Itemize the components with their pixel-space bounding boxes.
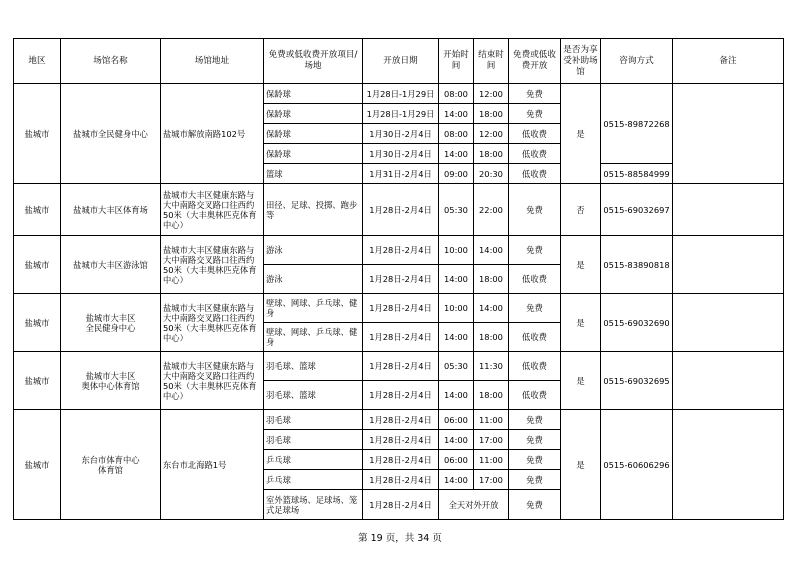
header-row: [14, 39, 784, 84]
header-start: 开始时间: [439, 39, 474, 84]
table-row: [14, 84, 784, 104]
header-venue-name: 场馆名称: [61, 39, 161, 84]
item-cell: 羽毛球、篮球: [264, 381, 363, 410]
start-cell: 08:00: [439, 124, 474, 144]
venue-name-cell: 盐城市大丰区体育场: [61, 184, 161, 236]
start-cell: 05:30: [439, 184, 474, 236]
table-row: [14, 236, 784, 265]
table-row: [14, 410, 784, 430]
fee-cell: 低收费: [509, 124, 561, 144]
end-cell: 20:30: [474, 164, 509, 184]
subsidy-cell: 是: [561, 236, 601, 294]
venue-address-cell: 东台市北海路1号: [161, 410, 264, 520]
start-cell: 08:00: [439, 84, 474, 104]
date-cell: 1月28日-2月4日: [363, 184, 439, 236]
start-cell: 05:30: [439, 352, 474, 381]
fee-cell: 免费: [509, 236, 561, 265]
end-cell: 12:00: [474, 84, 509, 104]
fee-cell: 免费: [509, 430, 561, 450]
end-cell: 18:00: [474, 323, 509, 352]
end-cell: 18:00: [474, 144, 509, 164]
venue-name-line: 体育馆: [98, 464, 123, 475]
contact-cell: 0515-88584999: [601, 164, 673, 184]
venue-name-line: 盐城市大丰区: [85, 370, 136, 381]
header-region: 地区: [14, 39, 61, 84]
venue-name-line: 盐城市大丰区: [85, 312, 136, 323]
notes-cell: [673, 236, 784, 294]
item-cell: 保龄球: [264, 84, 363, 104]
contact-cell: 0515-69032695: [601, 352, 673, 410]
end-cell: 14:00: [474, 294, 509, 323]
header-end: 结束时间: [474, 39, 509, 84]
fee-cell: 低收费: [509, 323, 561, 352]
date-cell: 1月28日-2月4日: [363, 236, 439, 265]
start-cell: 14:00: [439, 470, 474, 490]
contact-cell: 0515-69032697: [601, 184, 673, 236]
date-cell: 1月28日-2月4日: [363, 430, 439, 450]
notes-cell: [673, 294, 784, 352]
header-subsidy: 是否为享受补助场馆: [561, 39, 601, 84]
date-cell: 1月28日-2月4日: [363, 490, 439, 520]
date-cell: 1月28日-2月4日: [363, 323, 439, 352]
item-cell: 室外篮球场、足球场、笼式足球场: [264, 490, 363, 520]
all-day-cell: 全天对外开放: [439, 490, 509, 520]
venue-address-cell: 盐城市大丰区健康东路与大中南路交叉路口往西约50米（大丰奥林匹克体育中心）: [161, 236, 264, 294]
region-cell: 盐城市: [14, 184, 61, 236]
start-cell: 14:00: [439, 104, 474, 124]
start-cell: 10:00: [439, 294, 474, 323]
fee-cell: 免费: [509, 104, 561, 124]
date-cell: 1月28日-2月4日: [363, 265, 439, 294]
fee-cell: 免费: [509, 294, 561, 323]
date-cell: 1月28日-2月4日: [363, 450, 439, 470]
subsidy-cell: 否: [561, 184, 601, 236]
end-cell: 18:00: [474, 104, 509, 124]
item-cell: 游泳: [264, 236, 363, 265]
table-row: [14, 352, 784, 381]
date-cell: 1月28日-1月29日: [363, 104, 439, 124]
table-row: [14, 294, 784, 323]
header-item: 免费或低收费开放项目/场地: [264, 39, 363, 84]
header-notes: 备注: [673, 39, 784, 84]
venue-name-line: 东台市体育中心: [81, 454, 140, 465]
date-cell: 1月28日-2月4日: [363, 470, 439, 490]
start-cell: 06:00: [439, 450, 474, 470]
notes-cell: [673, 410, 784, 520]
fee-cell: 免费: [509, 450, 561, 470]
start-cell: 14:00: [439, 265, 474, 294]
fee-cell: 免费: [509, 470, 561, 490]
start-cell: 14:00: [439, 430, 474, 450]
venue-address-cell: 盐城市解放南路102号: [161, 84, 264, 184]
start-cell: 10:00: [439, 236, 474, 265]
end-cell: 11:00: [474, 410, 509, 430]
venue-name-cell: 盐城市全民健身中心: [61, 84, 161, 184]
header-venue-address: 场馆地址: [161, 39, 264, 84]
end-cell: 18:00: [474, 381, 509, 410]
header-fee: 免费或低收费开放: [509, 39, 561, 84]
notes-cell: [673, 352, 784, 410]
region-cell: 盐城市: [14, 236, 61, 294]
end-cell: 17:00: [474, 470, 509, 490]
notes-cell: [673, 184, 784, 236]
header-date: 开放日期: [363, 39, 439, 84]
fee-cell: 低收费: [509, 164, 561, 184]
item-cell: 保龄球: [264, 144, 363, 164]
region-cell: 盐城市: [14, 294, 61, 352]
item-cell: 羽毛球: [264, 410, 363, 430]
region-cell: 盐城市: [14, 352, 61, 410]
date-cell: 1月28日-2月4日: [363, 410, 439, 430]
item-cell: 篮球: [264, 164, 363, 184]
fee-cell: 低收费: [509, 352, 561, 381]
start-cell: 06:00: [439, 410, 474, 430]
item-cell: 保龄球: [264, 124, 363, 144]
header-contact: 咨询方式: [601, 39, 673, 84]
date-cell: 1月31日-2月4日: [363, 164, 439, 184]
item-cell: 游泳: [264, 265, 363, 294]
start-cell: 14:00: [439, 323, 474, 352]
fee-cell: 低收费: [509, 381, 561, 410]
end-cell: 11:30: [474, 352, 509, 381]
fee-cell: 免费: [509, 184, 561, 236]
venue-name-cell: [61, 294, 161, 352]
start-cell: 14:00: [439, 381, 474, 410]
contact-cell: 0515-69032690: [601, 294, 673, 352]
venue-address-cell: 盐城市大丰区健康东路与大中南路交叉路口往西约50米（大丰奥林匹克体育中心）: [161, 352, 264, 410]
item-cell: 壁球、网球、乒乓球、健身: [264, 294, 363, 323]
notes-cell: [673, 84, 784, 184]
venue-name-cell: [61, 352, 161, 410]
item-cell: 田径、足球、投掷、跑步等: [264, 184, 363, 236]
item-cell: 乒乓球: [264, 470, 363, 490]
end-cell: 17:00: [474, 430, 509, 450]
region-cell: 盐城市: [14, 84, 61, 184]
item-cell: 羽毛球、篮球: [264, 352, 363, 381]
date-cell: 1月28日-1月29日: [363, 84, 439, 104]
date-cell: 1月28日-2月4日: [363, 352, 439, 381]
subsidy-cell: 是: [561, 352, 601, 410]
fee-cell: 低收费: [509, 265, 561, 294]
end-cell: 14:00: [474, 236, 509, 265]
fee-cell: 免费: [509, 410, 561, 430]
region-cell: 盐城市: [14, 410, 61, 520]
subsidy-cell: 是: [561, 84, 601, 184]
page-footer: 第 19 页，共 34 页: [358, 533, 442, 544]
item-cell: 羽毛球: [264, 430, 363, 450]
contact-cell: 0515-60606296: [601, 410, 673, 520]
item-cell: 壁球、网球、乒乓球、健身: [264, 323, 363, 352]
fee-cell: 低收费: [509, 144, 561, 164]
start-cell: 09:00: [439, 164, 474, 184]
start-cell: 14:00: [439, 144, 474, 164]
venue-schedule-table: [13, 38, 784, 520]
contact-cell: 0515-89872268: [601, 84, 673, 164]
end-cell: 22:00: [474, 184, 509, 236]
venue-name-cell: [61, 410, 161, 520]
end-cell: 12:00: [474, 124, 509, 144]
venue-address-cell: 盐城市大丰区健康东路与大中南路交叉路口往西约50米（大丰奥林匹克体育中心）: [161, 294, 264, 352]
item-cell: 乒乓球: [264, 450, 363, 470]
fee-cell: 免费: [509, 84, 561, 104]
date-cell: 1月28日-2月4日: [363, 294, 439, 323]
item-cell: 保龄球: [264, 104, 363, 124]
subsidy-cell: 是: [561, 294, 601, 352]
table-row: [14, 184, 784, 236]
date-cell: 1月30日-2月4日: [363, 144, 439, 164]
date-cell: 1月30日-2月4日: [363, 124, 439, 144]
end-cell: 18:00: [474, 265, 509, 294]
date-cell: 1月28日-2月4日: [363, 381, 439, 410]
venue-name-cell: 盐城市大丰区游泳馆: [61, 236, 161, 294]
subsidy-cell: 是: [561, 410, 601, 520]
fee-cell: 免费: [509, 490, 561, 520]
contact-cell: 0515-83890818: [601, 236, 673, 294]
end-cell: 11:00: [474, 450, 509, 470]
venue-name-line: 奥体中心体育馆: [81, 380, 140, 391]
venue-address-cell: 盐城市大丰区健康东路与大中南路交叉路口往西约50米（大丰奥林匹克体育中心）: [161, 184, 264, 236]
venue-name-line: 全民健身中心: [85, 322, 136, 333]
